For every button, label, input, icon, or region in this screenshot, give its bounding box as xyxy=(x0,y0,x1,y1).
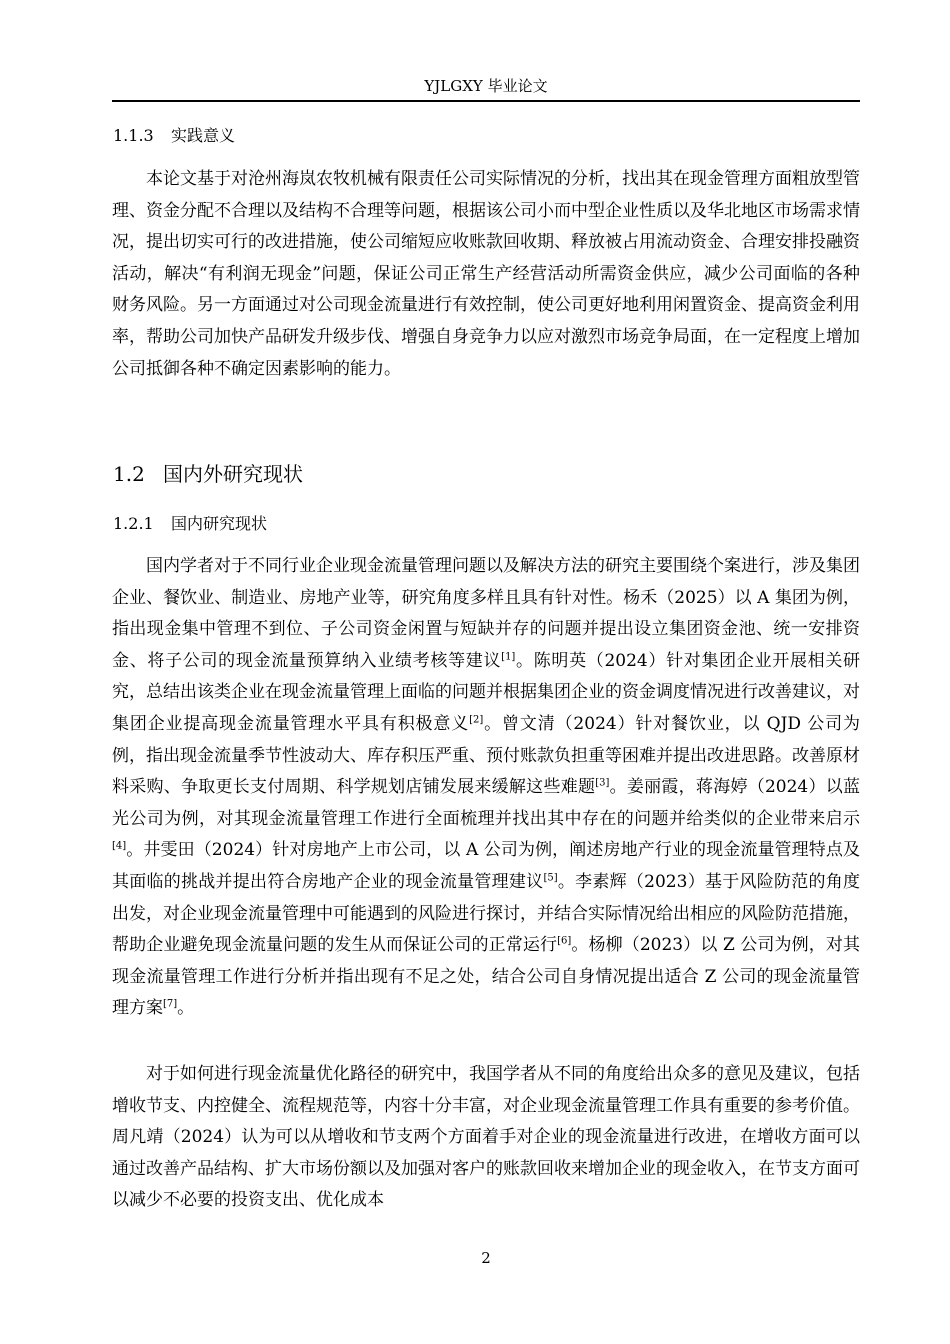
section-heading-1-2-1 xyxy=(113,513,267,535)
paragraph-text: 。陈明英（2024）针对集团企业开展相关研究，总结出该类企业在现金流量管理上面临的问题并根据集团企业的资金调度情况进行改善建议，对集团企业提高现金流量管理水平具有积极意义 xyxy=(112,650,861,734)
section-number: 1.2.1 xyxy=(113,514,154,533)
citation-ref: [7] xyxy=(163,998,178,1010)
section-number: 1.2 xyxy=(113,462,145,486)
paragraph-text: 。 xyxy=(177,998,195,1019)
paragraph-text: 。曾文清（2024）针对餐饮业，以 QJD 公司为例，指出现金流量季节性波动大、库存积压严重、预付账款负担重等困难并提出改进思路。改善原材料采购、争取更长支付周期、科学规划店铺发展来缓解这些难题 xyxy=(112,713,861,798)
section-number: 1.1.3 xyxy=(113,126,154,145)
citation-ref: [4] xyxy=(112,840,127,852)
section-heading-1-1-3 xyxy=(113,125,235,147)
citation-ref: [1] xyxy=(501,651,516,663)
citation-ref: [2] xyxy=(469,714,484,726)
page-header: YJLGXY 毕业论文 xyxy=(424,77,548,95)
citation-ref: [3] xyxy=(595,777,610,789)
section-title: 实践意义 xyxy=(171,126,236,145)
paragraph-text: 。李素辉（2023）基于风险防范的角度出发，对企业现金流量管理中可能遇到的风险进行探讨，并结合实际情况给出相应的风险防范措施，帮助企业避免现金流量问题的发生从而保证公司的正常运行 xyxy=(112,871,861,956)
paragraph-text: 。姜丽霞，蒋海婷（2024）以蓝光公司为例，对其现金流量管理工作进行全面梳理并找出其中存在的问题并给类似的企业带来启示 xyxy=(112,777,861,829)
section-title: 国内外研究现状 xyxy=(163,462,303,486)
paragraph-practical-significance: 本论文基于对沧州海岚农牧机械有限责任公司实际情况的分析，找出其在现金管理方面粗放型管理、资金分配不合理以及结构不合理等问题，根据该公司小而中型企业性质以及华北地区市场需求情况，提出切实可行的改进措施，使公司缩短应收账款回收期、释放被占用流动资金、合理安排投融资活动，解决“有利润无现金”问题，保证公司正常生产经营活动所需资金供应，减少公司面临的各种财务风险。另一方面通过对公司现金流量进行有效控制，使公司更好地利用闲置资金、提高资金利用率，帮助公司加快产品研发升级步伐、增强自身竞争力以应对激烈市场竞争局面，在一定程度上增加公司抵御各种不确定因素影响的能力。 xyxy=(112,169,860,379)
section-heading-1-2 xyxy=(113,461,303,487)
paragraph-text: 。井雯田（2024）针对房地产上市公司，以 A 公司为例，阐述房地产行业的现金流量管理特点及其面临的挑战并提出符合房地产企业的现金流量管理建议 xyxy=(112,840,860,892)
header-rule xyxy=(112,100,860,102)
paragraph-text: 。杨柳（2023）以 Z 公司为例，对其现金流量管理工作进行分析并指出现有不足之处，结合公司自身情况提出适合 Z 公司的现金流量管理方案 xyxy=(112,935,860,1019)
paragraph-optimization-path: 对于如何进行现金流量优化路径的研究中，我国学者从不同的角度给出众多的意见及建议，包括增收节支、内控健全、流程规范等，内容十分丰富，对企业现金流量管理工作具有重要的参考价值。周凡靖（2024）认为可以从增收和节支两个方面着手对企业的现金流量进行改进，在增收方面可以通过改善产品结构、扩大市场份额以及加强对客户的账款回收来增加企业的现金收入，在节支方面可以减少不必要的投资支出、优化成本 xyxy=(112,1064,860,1211)
paragraph-domestic-research xyxy=(112,551,860,1025)
section-title: 国内研究现状 xyxy=(171,514,268,533)
page-number: 2 xyxy=(481,1249,491,1267)
paragraph-text: 国内学者对于不同行业企业现金流量管理问题以及解决方法的研究主要围绕个案进行，涉及集团企业、餐饮业、制造业、房地产业等，研究角度多样且具有针对性。杨禾（2025）以 A 集团为例，指出现金集中管理不到位、子公司资金闲置与短缺并存的问题并提出设立集团资金池、统一安排资金、将子公司的现金流量预算纳入业绩考核等建议 xyxy=(112,556,860,671)
citation-ref: [5] xyxy=(543,872,558,884)
citation-ref: [6] xyxy=(557,935,572,947)
